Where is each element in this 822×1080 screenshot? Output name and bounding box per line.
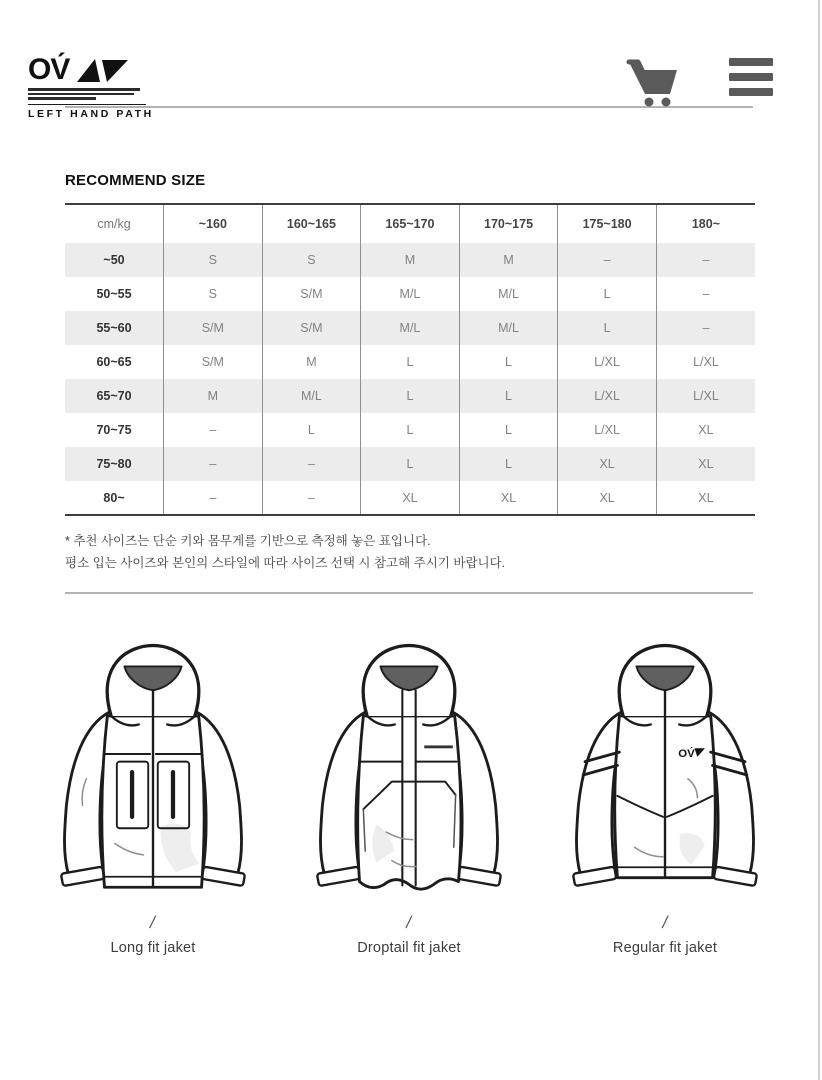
table-row [65, 447, 755, 481]
size-value-cell: L/XL [558, 345, 657, 379]
header-actions [625, 56, 773, 111]
size-value-cell: – [164, 413, 263, 447]
regular-fit-jacket-illustration [558, 636, 772, 912]
size-value-cell: M/L [262, 379, 361, 413]
size-value-cell: L [459, 413, 558, 447]
size-value-cell: – [558, 243, 657, 277]
size-value-cell: L/XL [656, 345, 755, 379]
size-value-cell: S [164, 243, 263, 277]
fit-label-droptail: Droptail fit jaket [357, 939, 461, 956]
size-value-cell: – [656, 277, 755, 311]
size-value-cell: M [361, 243, 460, 277]
size-value-cell: S/M [262, 277, 361, 311]
height-range-header-cell: 170~175 [459, 204, 558, 243]
table-row [65, 379, 755, 413]
table-row [65, 243, 755, 277]
size-value-cell: L [262, 413, 361, 447]
size-value-cell: XL [361, 481, 460, 515]
fit-card-regular [540, 636, 790, 957]
fit-label-long: Long fit jaket [110, 939, 196, 956]
size-value-cell: L [459, 447, 558, 481]
long-fit-jacket-illustration [46, 636, 260, 912]
weight-range-cell: 55~60 [96, 321, 132, 335]
size-value-cell: S [164, 277, 263, 311]
size-value-cell: M [459, 243, 558, 277]
size-value-cell: – [164, 481, 263, 515]
droptail-fit-jacket-illustration [302, 636, 516, 912]
brand-triangles-icon [75, 57, 129, 83]
size-value-cell: XL [656, 413, 755, 447]
size-value-cell: M/L [361, 311, 460, 345]
brand-logo[interactable] [28, 53, 178, 120]
height-range-header-cell: 180~ [656, 204, 755, 243]
fit-slash-mark: / [660, 912, 670, 932]
size-value-cell: M/L [361, 277, 460, 311]
size-value-cell: M [262, 345, 361, 379]
weight-range-cell: 75~80 [96, 457, 132, 471]
site-header [0, 0, 818, 120]
table-row [65, 277, 755, 311]
size-value-cell: – [656, 311, 755, 345]
table-row [65, 481, 755, 515]
size-table [65, 203, 755, 516]
table-header-row [65, 204, 755, 243]
size-value-cell: – [262, 447, 361, 481]
height-range-header-cell: 160~165 [262, 204, 361, 243]
weight-range-cell: 70~75 [96, 423, 132, 437]
brand-tagline: LEFT HAND PATH [28, 108, 154, 120]
brand-rule [28, 104, 146, 106]
table-row [65, 345, 755, 379]
weight-range-cell: 65~70 [96, 389, 132, 403]
height-range-header-cell: ~160 [164, 204, 263, 243]
table-row [65, 413, 755, 447]
jacket-chest-logo: OV́ [678, 747, 695, 760]
fit-slash-mark: / [404, 912, 414, 932]
size-value-cell: S/M [262, 311, 361, 345]
fit-label-regular: Regular fit jaket [612, 939, 718, 956]
size-value-cell: M [164, 379, 263, 413]
size-value-cell: L/XL [656, 379, 755, 413]
size-value-cell: L/XL [558, 379, 657, 413]
fit-card-droptail [284, 636, 534, 957]
section-title-recommend-size: RECOMMEND SIZE [65, 172, 206, 189]
table-row [65, 311, 755, 345]
size-value-cell: L [361, 345, 460, 379]
size-footnote [65, 531, 753, 575]
weight-range-cell: 60~65 [96, 355, 132, 369]
weight-range-cell: ~50 [103, 253, 125, 267]
size-value-cell: XL [558, 481, 657, 515]
size-value-cell: L [361, 447, 460, 481]
weight-range-cell: 50~55 [96, 287, 132, 301]
unit-header-cell: cm/kg [97, 217, 131, 231]
size-value-cell: L [558, 311, 657, 345]
height-range-header-cell: 165~170 [361, 204, 460, 243]
cart-icon[interactable] [625, 58, 683, 111]
size-value-cell: L [361, 413, 460, 447]
brand-wordmark: OV́ [28, 53, 70, 86]
size-value-cell: XL [558, 447, 657, 481]
size-value-cell: XL [656, 481, 755, 515]
size-value-cell: L/XL [558, 413, 657, 447]
size-value-cell: L [361, 379, 460, 413]
size-value-cell: – [262, 481, 361, 515]
footnote-line-2: 평소 입는 사이즈와 본인의 스타일에 따라 사이즈 선택 시 참고해 주시기 바랍니다. [65, 555, 506, 570]
footnote-line-1: * 추천 사이즈는 단순 키와 몸무게를 기반으로 측정해 놓은 표입니다. [65, 534, 431, 548]
size-value-cell: L [459, 379, 558, 413]
size-value-cell: XL [459, 481, 558, 515]
size-value-cell: – [164, 447, 263, 481]
brand-microtext [28, 88, 146, 100]
fit-slash-mark: / [148, 912, 158, 932]
weight-range-cell: 80~ [103, 490, 125, 505]
size-value-cell: M/L [459, 277, 558, 311]
hamburger-menu-icon[interactable] [729, 58, 773, 96]
size-value-cell: – [656, 243, 755, 277]
size-value-cell: L [459, 345, 558, 379]
fit-card-long [28, 636, 278, 957]
size-value-cell: S/M [164, 311, 263, 345]
fit-illustrations [0, 594, 818, 957]
size-value-cell: M/L [459, 311, 558, 345]
size-value-cell: XL [656, 447, 755, 481]
height-range-header-cell: 175~180 [558, 204, 657, 243]
size-value-cell: S/M [164, 345, 263, 379]
size-value-cell: L [558, 277, 657, 311]
size-value-cell: S [262, 243, 361, 277]
